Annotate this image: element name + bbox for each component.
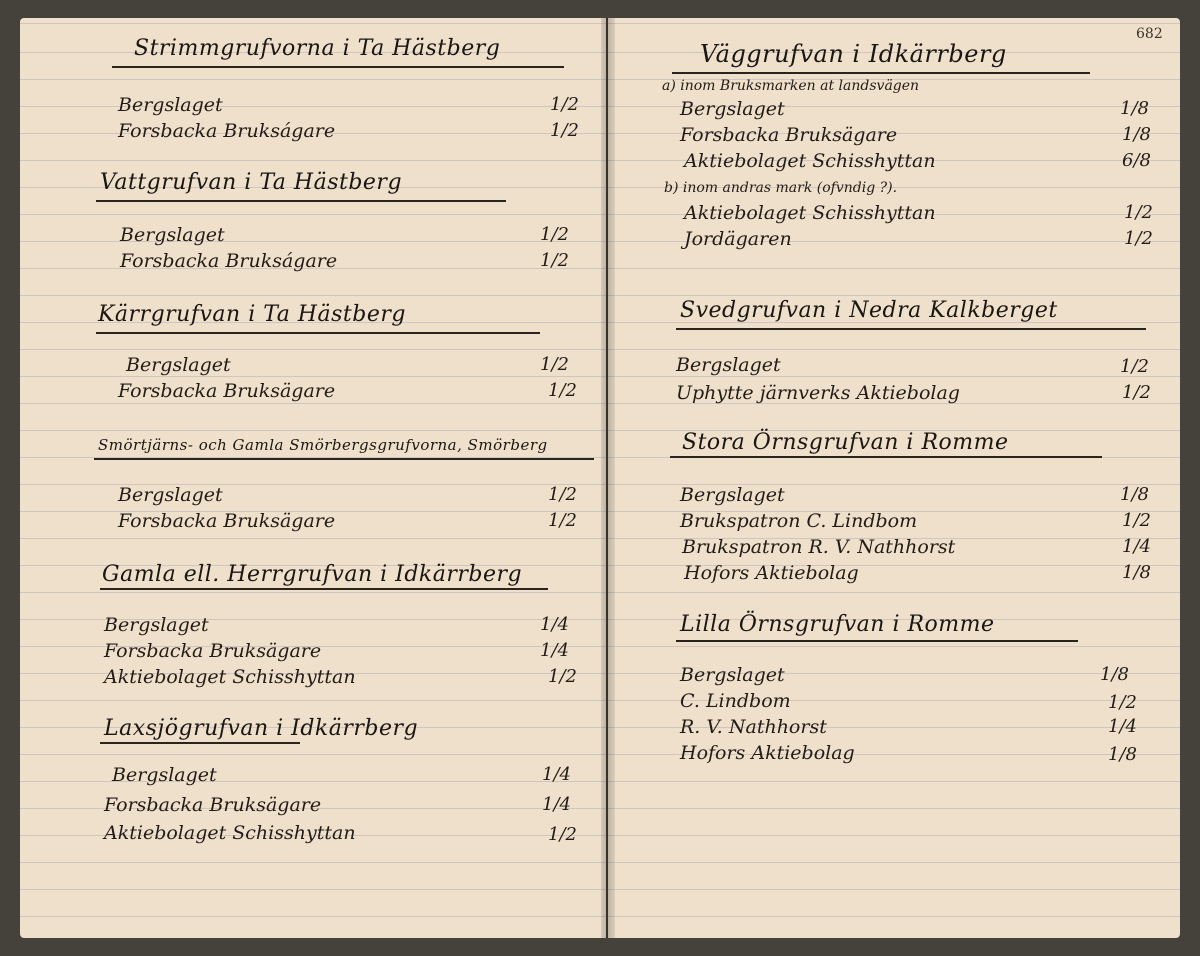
entry-name: Brukspatron R. V. Nathhorst (682, 536, 956, 558)
heading-underline (112, 66, 564, 68)
section-heading: Väggrufvan i Idkärrberg (700, 40, 1007, 68)
entry-share: 1/2 (1122, 510, 1151, 531)
entry-name: Brukspatron C. Lindbom (680, 510, 918, 532)
section-heading: Gamla ell. Herrgrufvan i Idkärrberg (102, 562, 523, 587)
entry-share: 1/2 (548, 824, 577, 845)
entry-name: Aktiebolaget Schisshyttan (684, 202, 936, 224)
heading-underline (676, 640, 1078, 642)
subheading: a) inom Bruksmarken at landsvägen (662, 78, 920, 94)
entry-name: Forsbacka Bruksägare (680, 124, 898, 146)
section-heading: Laxsjögrufvan i Idkärrberg (104, 716, 419, 741)
entry-name: Uphytte järnverks Aktiebolag (676, 382, 960, 404)
entry-share: 1/2 (1120, 356, 1149, 377)
entry-name: Hofors Aktiebolag (680, 742, 855, 764)
entry-share: 1/8 (1108, 744, 1137, 765)
section-heading: Vattgrufvan i Ta Hästberg (100, 170, 403, 195)
entry-name: Forsbacka Brukságare (118, 120, 336, 142)
entry-name: Aktiebolaget Schisshyttan (104, 822, 356, 844)
entry-name: Bergslaget (120, 224, 225, 246)
entry-share: 1/2 (1124, 202, 1153, 223)
section-heading: Kärrgrufvan i Ta Hästberg (98, 302, 406, 327)
heading-underline (100, 742, 300, 744)
page-number: 682 (1136, 26, 1163, 42)
section-heading: Strimmgrufvorna i Ta Hästberg (134, 36, 501, 61)
entry-name: Forsbacka Bruksägare (118, 510, 336, 532)
entry-name: Bergslaget (126, 354, 231, 376)
entry-share: 1/2 (550, 120, 579, 141)
entry-share: 1/2 (548, 666, 577, 687)
entry-share: 1/2 (540, 224, 569, 245)
entry-share: 1/8 (1122, 124, 1151, 145)
entry-share: 1/4 (540, 614, 569, 635)
entry-name: Bergslaget (680, 664, 785, 686)
entry-share: 1/2 (1108, 692, 1137, 713)
entry-name: R. V. Nathhorst (680, 716, 827, 738)
entry-share: 1/4 (1108, 716, 1137, 737)
section-heading: Smörtjärns- och Gamla Smörbergsgrufvorna, Smörberg (98, 436, 548, 454)
heading-underline (94, 458, 594, 460)
entry-share: 1/4 (540, 640, 569, 661)
section-heading: Stora Örnsgrufvan i Romme (682, 430, 1009, 455)
entry-name: Bergslaget (112, 764, 217, 786)
entry-share: 1/2 (540, 354, 569, 375)
entry-name: Bergslaget (680, 98, 785, 120)
section-heading: Svedgrufvan i Nedra Kalkberget (680, 298, 1058, 323)
entry-share: 1/2 (548, 510, 577, 531)
entry-name: C. Lindbom (680, 690, 791, 712)
entry-share: 1/8 (1100, 664, 1129, 685)
entry-share: 6/8 (1122, 150, 1151, 171)
entry-name: Aktiebolaget Schisshyttan (104, 666, 356, 688)
entry-share: 1/2 (540, 250, 569, 271)
entry-share: 1/8 (1120, 484, 1149, 505)
heading-underline (100, 588, 548, 590)
entry-share: 1/2 (548, 484, 577, 505)
entry-share: 1/4 (1122, 536, 1151, 557)
entry-share: 1/2 (1124, 228, 1153, 249)
entry-name: Hofors Aktiebolag (684, 562, 859, 584)
heading-underline (96, 200, 506, 202)
entry-name: Bergslaget (118, 94, 223, 116)
entry-name: Bergslaget (104, 614, 209, 636)
section-heading: Lilla Örnsgrufvan i Romme (680, 612, 995, 637)
entry-name: Aktiebolaget Schisshyttan (684, 150, 936, 172)
book-spine (601, 18, 615, 938)
entry-name: Forsbacka Bruksägare (118, 380, 336, 402)
entry-name: Forsbacka Bruksägare (104, 794, 322, 816)
entry-name: Forsbacka Brukságare (120, 250, 338, 272)
subheading: b) inom andras mark (ofvndig ?). (664, 180, 898, 196)
heading-underline (96, 332, 540, 334)
heading-underline (670, 456, 1102, 458)
heading-underline (676, 328, 1146, 330)
entry-share: 1/2 (548, 380, 577, 401)
entry-name: Forsbacka Bruksägare (104, 640, 322, 662)
entry-share: 1/8 (1122, 562, 1151, 583)
entry-share: 1/4 (542, 764, 571, 785)
entry-name: Bergslaget (680, 484, 785, 506)
entry-share: 1/2 (1122, 382, 1151, 403)
entry-share: 1/2 (550, 94, 579, 115)
entry-name: Bergslaget (676, 354, 781, 376)
heading-underline (672, 72, 1090, 74)
entry-share: 1/4 (542, 794, 571, 815)
entry-name: Bergslaget (118, 484, 223, 506)
entry-name: Jordägaren (684, 228, 792, 250)
entry-share: 1/8 (1120, 98, 1149, 119)
